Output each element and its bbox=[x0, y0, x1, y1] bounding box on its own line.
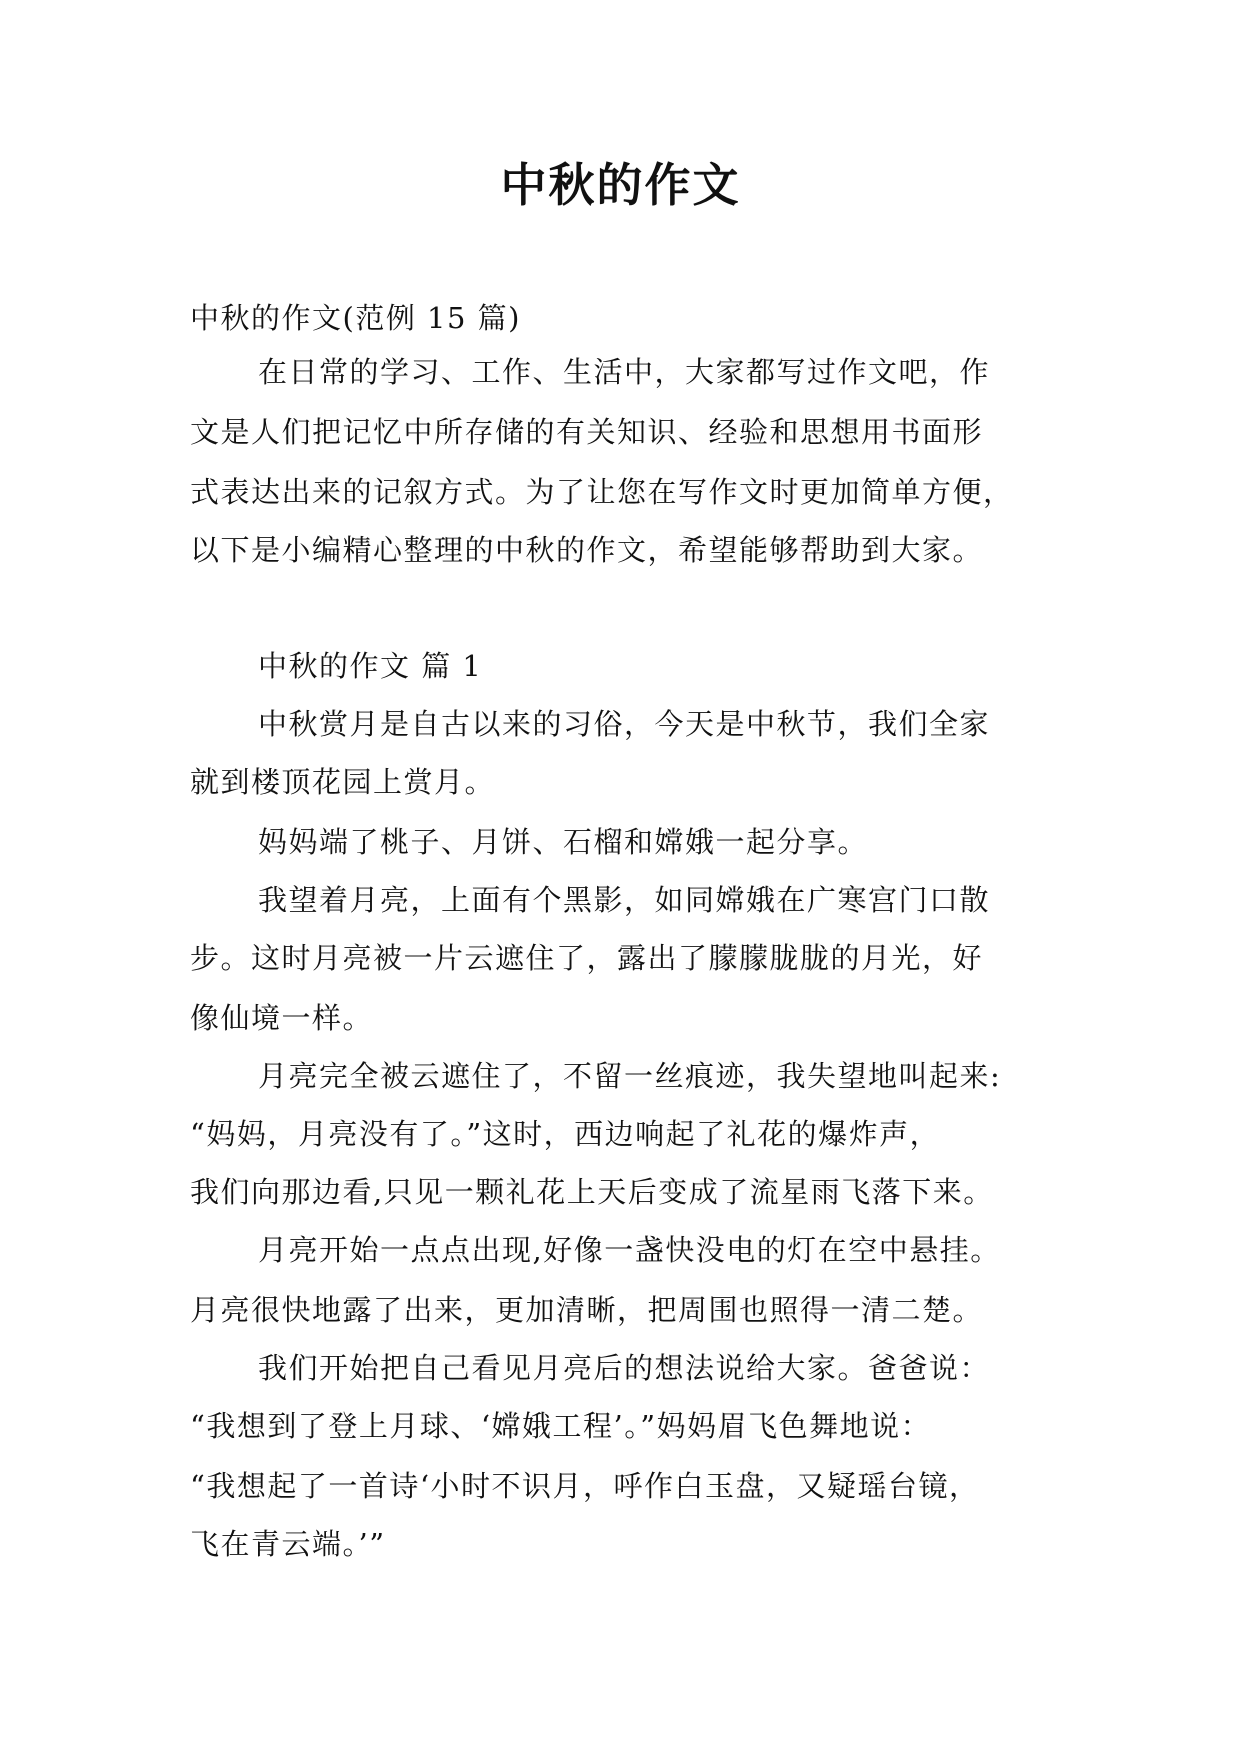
document-title: 中秋的作文 bbox=[500, 158, 741, 212]
text-line: 飞在青云端。’” bbox=[190, 1527, 386, 1561]
text-line: 中秋的作文(范例 15 篇) bbox=[190, 301, 521, 335]
text-line: 月亮开始一点点出现,好像一盏快没电的灯在空中悬挂。 bbox=[258, 1233, 1001, 1267]
text-line: 妈妈端了桃子、月饼、石榴和嫦娥一起分享。 bbox=[258, 825, 869, 859]
text-line: 月亮完全被云遮住了，不留一丝痕迹，我失望地叫起来: bbox=[258, 1059, 1002, 1093]
text-line: 式表达出来的记叙方式。为了让您在写作文时更加简单方便， bbox=[190, 475, 1014, 509]
text-line: “我想起了一首诗‘小时不识月，呼作白玉盘，又疑瑶台镜， bbox=[190, 1469, 980, 1503]
text-line: 就到楼顶花园上赏月。 bbox=[190, 765, 496, 799]
text-line: 中秋赏月是自古以来的习俗，今天是中秋节，我们全家 bbox=[258, 707, 991, 741]
text-line: 文是人们把记忆中所存储的有关知识、经验和思想用书面形 bbox=[190, 415, 984, 449]
section-heading: 中秋的作文 篇 1 bbox=[258, 649, 483, 683]
text-line: 月亮很快地露了出来，更加清晰，把周围也照得一清二楚。 bbox=[190, 1293, 984, 1327]
text-line: 步。这时月亮被一片云遮住了，露出了朦朦胧胧的月光，好 bbox=[190, 941, 984, 975]
text-line: 我们开始把自己看见月亮后的想法说给大家。爸爸说： bbox=[258, 1351, 991, 1385]
text-line: 以下是小编精心整理的中秋的作文，希望能够帮助到大家。 bbox=[190, 533, 984, 567]
text-line: “我想到了登上月球、‘嫦娥工程’。”妈妈眉飞色舞地说： bbox=[190, 1409, 932, 1443]
text-line: “妈妈，月亮没有了。”这时，西边响起了礼花的爆炸声， bbox=[190, 1117, 941, 1151]
text-line: 我望着月亮，上面有个黑影，如同嫦娥在广寒宫门口散 bbox=[258, 883, 991, 917]
text-line: 像仙境一样。 bbox=[190, 1001, 374, 1035]
text-line: 我们向那边看,只见一颗礼花上天后变成了流星雨飞落下来。 bbox=[190, 1175, 994, 1209]
text-line: 在日常的学习、工作、生活中，大家都写过作文吧，作 bbox=[258, 355, 991, 389]
